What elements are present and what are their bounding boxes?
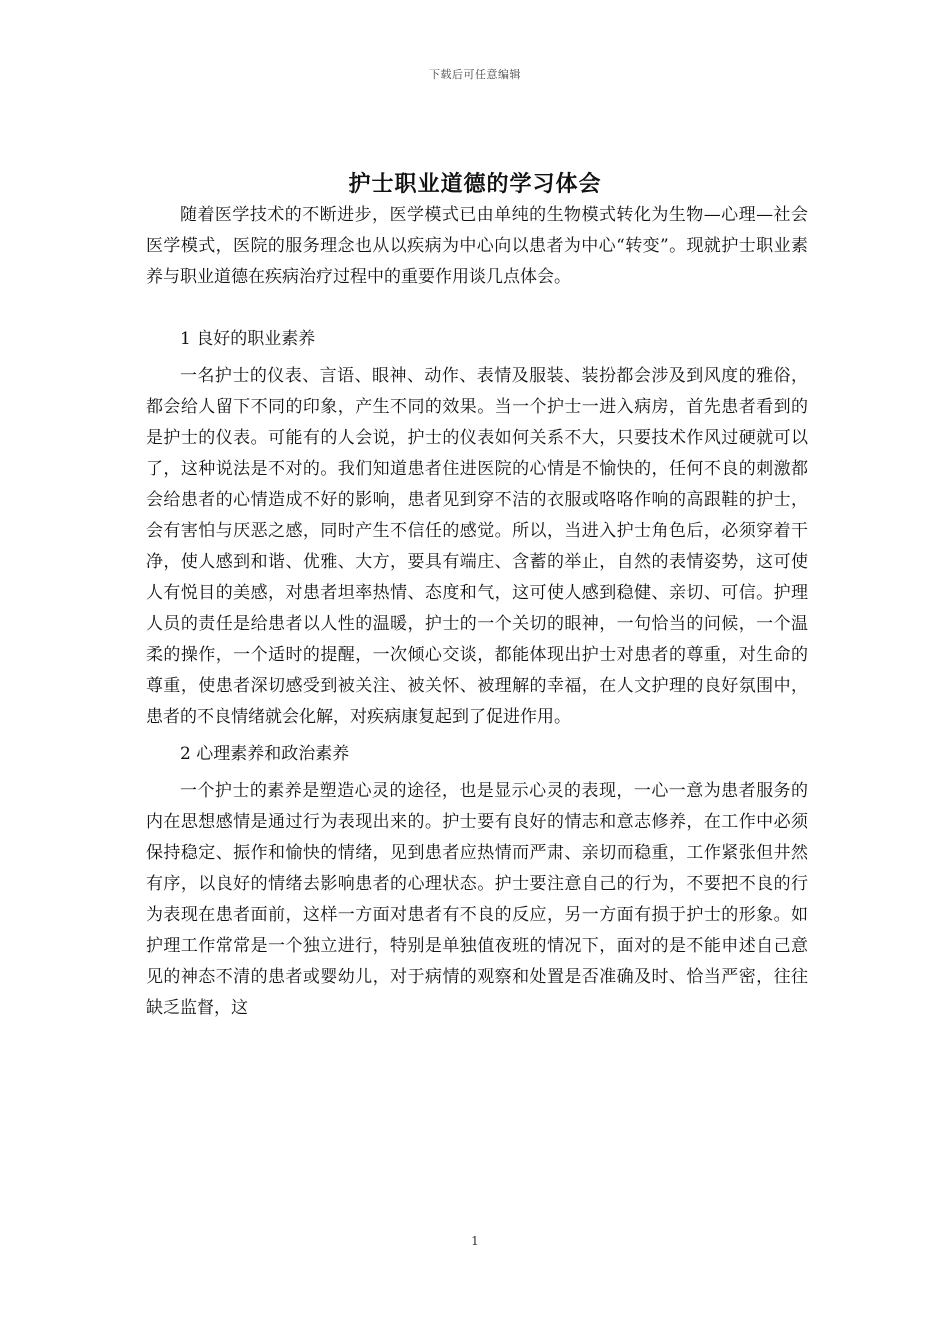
document-body [146,200,808,1024]
section-heading: 2 心理素养和政治素养 [180,744,350,764]
intro-paragraph: 随着医学技术的不断进步，医学模式已由单纯的生物模式转化为生物—心理—社会医学模式，医院的服务理念也从以疾病为中心向以患者为中心“转变”。现就护士职业素养与职业道德在疾病治疗过程中的重要作用谈几点体会。 [146,205,808,287]
page-number: 1 [471,1234,479,1248]
section-paragraph: 一个护士的素养是塑造心灵的途径，也是显示心灵的表现，一心一意为患者服务的内在思想感情是通过行为表现出来的。护士要有良好的情志和意志修养，在工作中必须保持稳定、振作和愉快的情绪，见到患者应热情而严肃、亲切而稳重，工作紧张但井然有序，以良好的情绪去影响患者的心理状态。护士要注意自己的行为，不要把不良的行为表现在患者面前，这样一方面对患者有不良的反应，另一方面有损于护士的形象。如护理工作常常是一个独立进行，特别是单独值夜班的情况下，面对的是不能申述自己意见的神态不清的患者或婴幼儿，对于病情的观察和处置是否准确及时、恰当严密，往往缺乏监督，这 [146,781,808,1018]
section-paragraph: 一名护士的仪表、言语、眼神、动作、表情及服装、装扮都会涉及到风度的雅俗，都会给人留下不同的印象，产生不同的效果。当一个护士一进入病房，首先患者看到的是护士的仪表。可能有的人会说，护士的仪表如何关系不大，只要技术作风过硬就可以了，这种说法是不对的。我们知道患者住进医院的心情是不愉快的，任何不良的刺激都会给患者的心情造成不好的影响，患者见到穿不洁的衣服或咯咯作响的高跟鞋的护士，会有害怕与厌恶之感，同时产生不信任的感觉。所以，当进入护士角色后，必须穿着干净，使人感到和谐、优雅、大方，要具有端庄、含蓄的举止，自然的表情姿势，这可使人有悦目的美感，对患者坦率热情、态度和气，这可使人感到稳健、亲切、可信。护理人员的责任是给患者以人性的温暖，护士的一个关切的眼神，一句恰当的问候，一个温柔的操作，一个适时的提醒，一次倾心交谈，都能体现出护士对患者的尊重，对生命的尊重，使患者深切感受到被关注、被关怀、被理解的幸福，在人文护理的良好氛围中，患者的不良情绪就会化解，对疾病康复起到了促进作用。 [146,366,808,727]
section-heading: 1 良好的职业素养 [180,329,316,349]
header-note: 下载后可任意编辑 [429,68,521,81]
document-title: 护士职业道德的学习体会 [348,170,602,197]
